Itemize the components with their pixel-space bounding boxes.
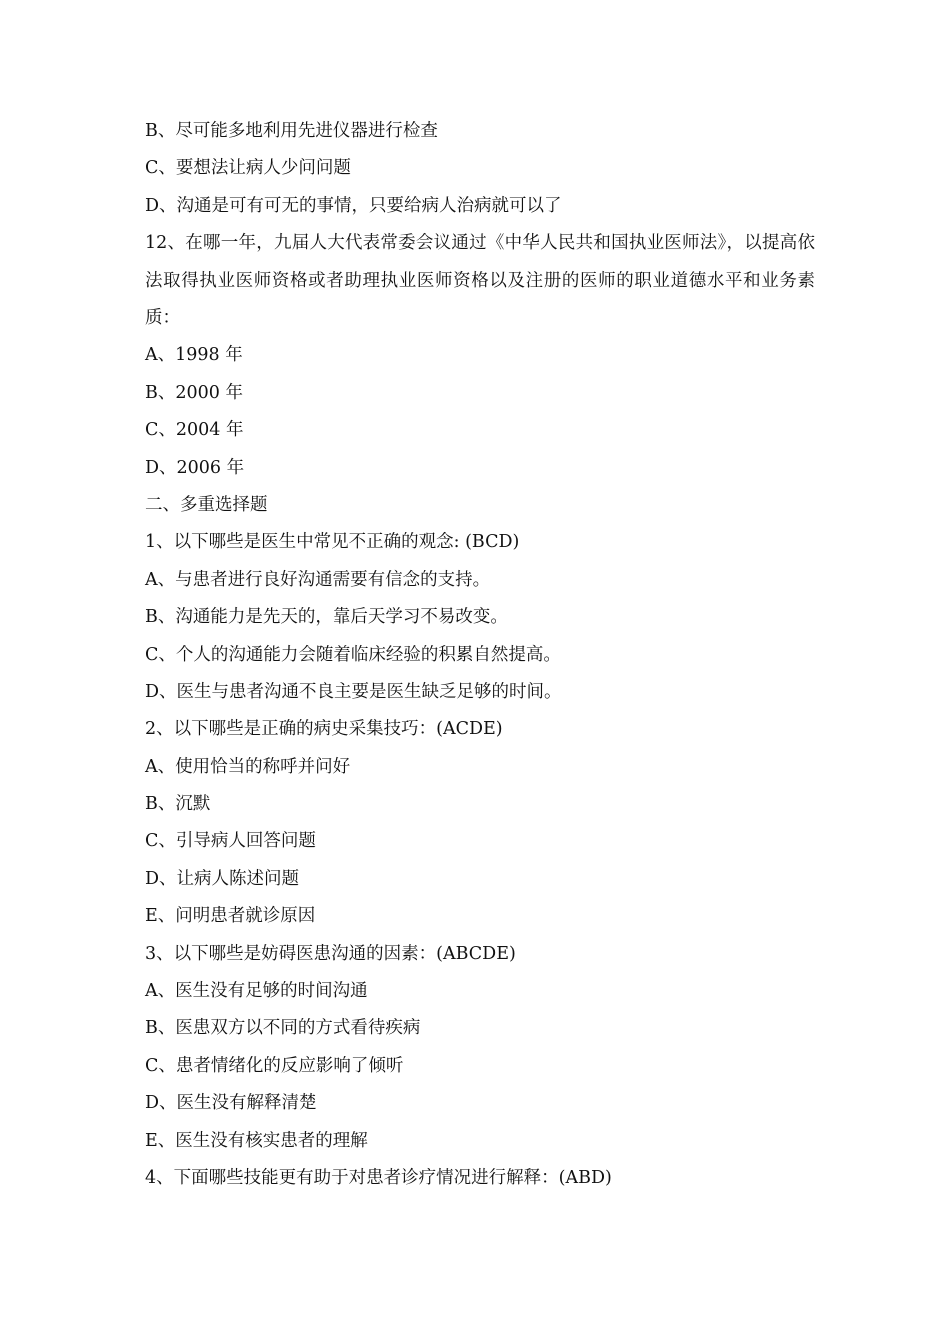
option-line: C、患者情绪化的反应影响了倾听 <box>145 1055 404 1076</box>
option-line: D、沟通是可有可无的事情，只要给病人治病就可以了 <box>145 195 562 216</box>
document-body <box>145 113 815 1197</box>
option-line: A、使用恰当的称呼并问好 <box>145 756 351 777</box>
option-line: C、引导病人回答问题 <box>145 831 316 852</box>
option-line: B、医患双方以不同的方式看待疾病 <box>145 1018 421 1039</box>
option-line: A、与患者进行良好沟通需要有信念的支持。 <box>145 569 491 590</box>
question-line: 1、以下哪些是医生中常见不正确的观念: (BCD) <box>145 532 520 553</box>
option-line: D、医生与患者沟通不良主要是医生缺乏足够的时间。 <box>145 681 562 702</box>
option-line: E、问明患者就诊原因 <box>145 906 316 927</box>
question-line: 3、以下哪些是妨碍医患沟通的因素：(ABCDE) <box>145 943 516 964</box>
option-line: A、1998 年 <box>145 345 243 366</box>
question-12-text: 12、在哪一年，九届人大代表常委会议通过《中华人民共和国执业医师法》，以提高依法取得执业医师资格或者助理执业医师资格以及注册的医师的职业道德水平和业务素质： <box>145 233 815 328</box>
option-line: D、2006 年 <box>145 457 245 478</box>
option-line: C、个人的沟通能力会随着临床经验的积累自然提高。 <box>145 644 561 665</box>
option-line: D、让病人陈述问题 <box>145 868 300 889</box>
option-line: C、2004 年 <box>145 420 244 441</box>
option-line: D、医生没有解释清楚 <box>145 1093 317 1114</box>
option-line: B、沟通能力是先天的，靠后天学习不易改变。 <box>145 607 508 628</box>
section-heading: 二、多重选择题 <box>145 494 268 515</box>
option-line: E、医生没有核实患者的理解 <box>145 1130 368 1151</box>
option-line: B、2000 年 <box>145 382 243 403</box>
option-line: B、沉默 <box>145 794 211 815</box>
option-line: A、医生没有足够的时间沟通 <box>145 981 368 1002</box>
option-line: B、尽可能多地利用先进仪器进行检查 <box>145 121 438 141</box>
option-line: C、要想法让病人少问问题 <box>145 158 351 179</box>
question-line: 4、下面哪些技能更有助于对患者诊疗情况进行解释：(ABD) <box>145 1167 612 1188</box>
question-line: 2、以下哪些是正确的病史采集技巧：(ACDE) <box>145 719 503 740</box>
